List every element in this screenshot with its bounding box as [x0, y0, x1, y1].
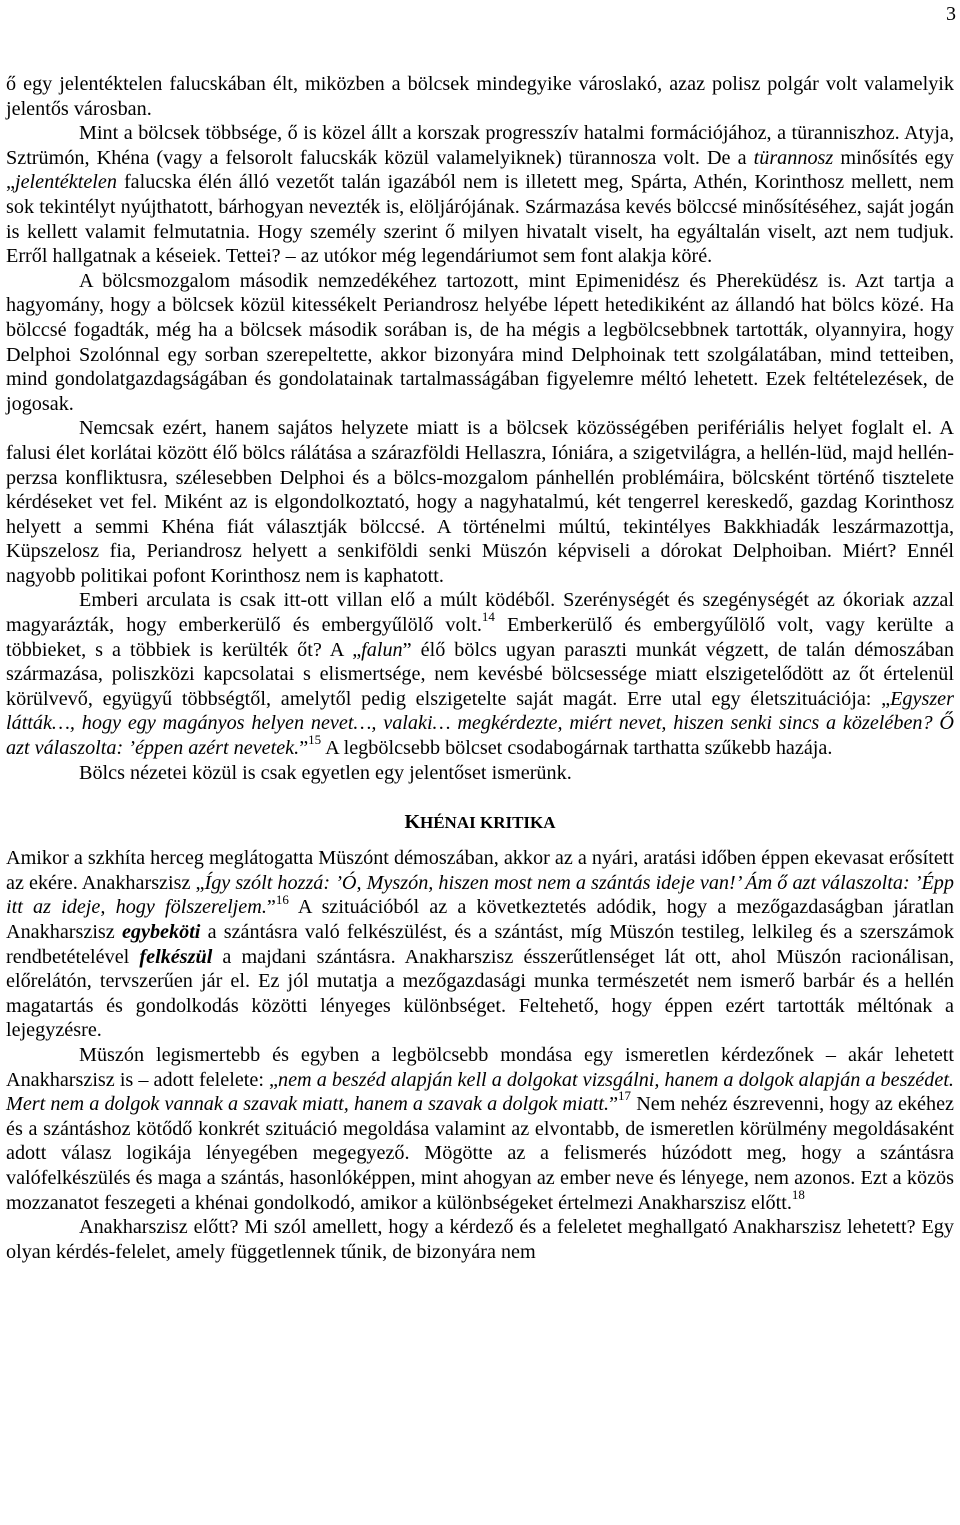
text-run: A szituációból az a következtetés adódik, hogy a mezőgazdaságban járatlan Anakharszisz [6, 896, 955, 943]
body-text-after-heading [6, 846, 954, 1264]
paragraph [6, 588, 954, 760]
section-heading-initial: K [404, 811, 420, 834]
page-number: 3 [946, 3, 956, 25]
text-run: Nem nehéz észrevenni, hogy az ekéhez és a szántáshoz kötődő konkrét szituáció megoldása valamint az elvontabb, de ismeretlen körülmény megoldásaként adott válasz logikája lényegében megegyező. Mögötte az a felismerés húzódott meg, hogy a szántásra valófelkészülés és maga a szántás, hasonlóképpen, mint ahogyan az ember neve és lényege, nem azonos. Ezt a közös mozzanatot feszegeti a khénai gondolkodó, amikor a különbségeket értelmezi Anakharszisz előtt. [6, 1093, 954, 1214]
paragraph [6, 1043, 954, 1215]
footnote-marker: 17 [618, 1088, 632, 1104]
text-run: a szántásra való felkészülést, és a szántást, míg Müszón testileg, lelkileg és a szerszámok rendbetételével [6, 921, 954, 968]
footnote-marker: 15 [308, 732, 322, 748]
paragraph [6, 761, 954, 786]
text-run: Müszón legismertebb és egyben a legbölcsebb mondása egy ismeretlen kérdezőnek – akár lehetett Anakharszisz is – adott felelete: „ [6, 1043, 954, 1091]
paragraph [6, 846, 954, 1043]
paragraph [6, 416, 954, 588]
text-run: Nemcsak ezért, hanem sajátos helyzete miatt is a bölcsek közösségében perifériális helyet foglalt el. A falusi élet korlátai között élő bölcs rálátása a szárazföldi Hellaszra, Ióniára, a szigetvilágra, a hellén-lüd, majd hellén-perzsa konfliktusra, szélesebben Delphoi és a bölcs-mozgalom pánhellén problémáira, bölcsként történő tisztelete kérdéseket vet fel. Miként az is elgondolkoztató, hogy a nagyhatalmú, két tengerrel kereskedő, gazdag Korinthosz helyett a semmi Khéna fiát választják bölccsé. A történelmi múltú, tekintélyes Bakkhiadák leszármazottja, Küpszelosz fia, Periandrosz helyett a senkiföldi senki Müszón képviseli a dórokat Delphoiban. Miért? Ennél nagyobb politikai pofont Korinthosz nem is kaphatott. [6, 417, 954, 587]
section-heading [6, 811, 954, 834]
italic-text: türannosz [753, 146, 834, 169]
section-heading-rest: HÉNAI KRITIKA [420, 813, 556, 833]
italic-text: jelentéktelen [14, 171, 117, 194]
italic-text: nem a beszéd alapján kell a dolgokat vizsgálni, hanem a dolgok alapján a beszédet. Mert nem a dolgok vannak a szavak miatt, hanem a szavak a dolgok miatt. [6, 1068, 954, 1116]
text-run: falucska élén álló vezetőt talán igazából nem is illetett meg, Spárta, Athén, Korinthosz mellett, nem sok tekintélyt nyújthatott, bárhogyan nevezték is, elöljárójának. Származása kevés bölccsé minősítéséhez, saját jogán is kellett valamit felmutatnia. Hogy személy szerint ő milyen hivatalt viselt, ha egyáltalán viselt, azt nem tudjuk. Erről hallgatnak a késeiek. Tettei? – az utókor még legendáriumot sem font alakja köré. [6, 171, 954, 268]
body-text-before-heading [6, 72, 954, 785]
text-run: a majdani szántásra. Anakharszisz ésszerűtlenséget lát ott, ahol Müszón racionálisan, előrelátón, tervszerűen jár el. Ez jól mutatja a mezőgazdasági munka természetét nem ismerő barbár és a hellén magatartás és gondolkodás közötti lényeges különbséget. Feltehető, hogy éppen ezért tartották méltónak a lejegyzésre. [6, 945, 955, 1042]
text-run: ő egy jelentéktelen falucskában élt, miközben a bölcsek mindegyike városlakó, azaz polisz polgár volt valamelyik jelentős városban. [6, 73, 954, 120]
document-body [6, 72, 954, 1264]
text-run: ” [609, 1093, 619, 1116]
text-run: A bölcsmozgalom második nemzedékéhez tartozott, mint Epimenidész és Phereküdész is. Azt tartja a hagyomány, hogy a bölcsek közül kitessékelt Periandrosz helyébe lépett hetedikiként az állandó hat bölcs közé. Ha bölccsé fogadták, még ha a bölcsek második sorában is, de ha mégis a legbölcsebbnek tartották, olyannyira, hogy Delphoi Szolónnal egy sorban szerepeltette, akkor bizonyára mind Delphoinak tett szolgálatában, mind tetteiben, mind gondolatgazdagságában és gondolatainak tartalmasságában figyelemre méltó lehetett. Ezek feltételezések, de jogosak. [6, 269, 954, 415]
footnote-marker: 14 [481, 609, 495, 625]
text-run: Amikor a szkhíta herceg meglátogatta Müszónt démoszában, akkor az a nyári, aratási időben éppen ekevasat erősített az ekére. Anakharszisz „ [6, 847, 954, 894]
text-run: ” [299, 737, 309, 760]
text-run: ” [266, 896, 276, 919]
paragraph [6, 269, 954, 417]
paragraph [6, 72, 954, 121]
text-run: minősítés egy „ [6, 146, 954, 194]
bold-italic-text: egybeköti [121, 921, 201, 943]
footnote-marker: 16 [275, 891, 289, 907]
text-run: A legbölcsebb bölcset csodabogárnak tarthatta szűkebb hazája. [321, 737, 833, 760]
text-run: Anakharszisz előtt? Mi szól amellett, hogy a kérdező és a feleletet meghallgató Anakharszisz lehetett? Egy olyan kérdés-felelet, amely függetlennek tűnik, de bizonyára nem [6, 1216, 954, 1263]
paragraph [6, 121, 954, 269]
paragraph [6, 1215, 954, 1264]
text-run: ” élő bölcs ugyan paraszti munkát végzett, de talán démoszában származása, poliszközi kapcsolatai s elismertsége, nem kevésbé bölcsessége miatt elszigetelődött az őt értelenül körülvevő, együgyű többségtől, amelytől pedig elszigetelte saját magát. Erre utal egy életszituációja: „ [6, 638, 954, 710]
italic-text: Így szólt hozzá: ’Ó, Myszón, hiszen most nem a szántás ideje van!’ Ám ő azt válaszolta: ’Épp itt az ideje, hogy fölszereljem. [6, 871, 954, 919]
bold-italic-text: felkészül [139, 945, 213, 968]
text-run: Bölcs nézetei közül is csak egyetlen egy jelentőset ismerünk. [79, 761, 572, 784]
text-run: Mint a bölcsek többsége, ő is közel állt a korszak progresszív hatalmi formációjához, a türanniszhoz. Atyja, Sztrümón, Khéna (vagy a felsorolt falucskák közül valamelyiknek) türannosza volt. De a [6, 122, 954, 169]
text-run: Emberi arculata is csak itt-ott villan elő a múlt ködéből. Szerénységét és szegénységét az ókoriak azzal magyarázták, hogy emberkerülő és embergyűlölő volt. [6, 589, 954, 637]
footnote-marker: 18 [791, 1186, 805, 1202]
italic-text: falun [361, 638, 403, 661]
text-run: Emberkerülő és embergyűlölő volt, vagy kerülte a többieket, s a többiek is kerülték őt? A „ [6, 614, 954, 661]
italic-text: Egyszer látták…, hogy egy magányos helyen nevet…, valaki… megkérdezte, miért nevet, hiszen senki sincs a közelében? Ő azt válaszolta: ’éppen azért nevetek. [6, 687, 954, 760]
